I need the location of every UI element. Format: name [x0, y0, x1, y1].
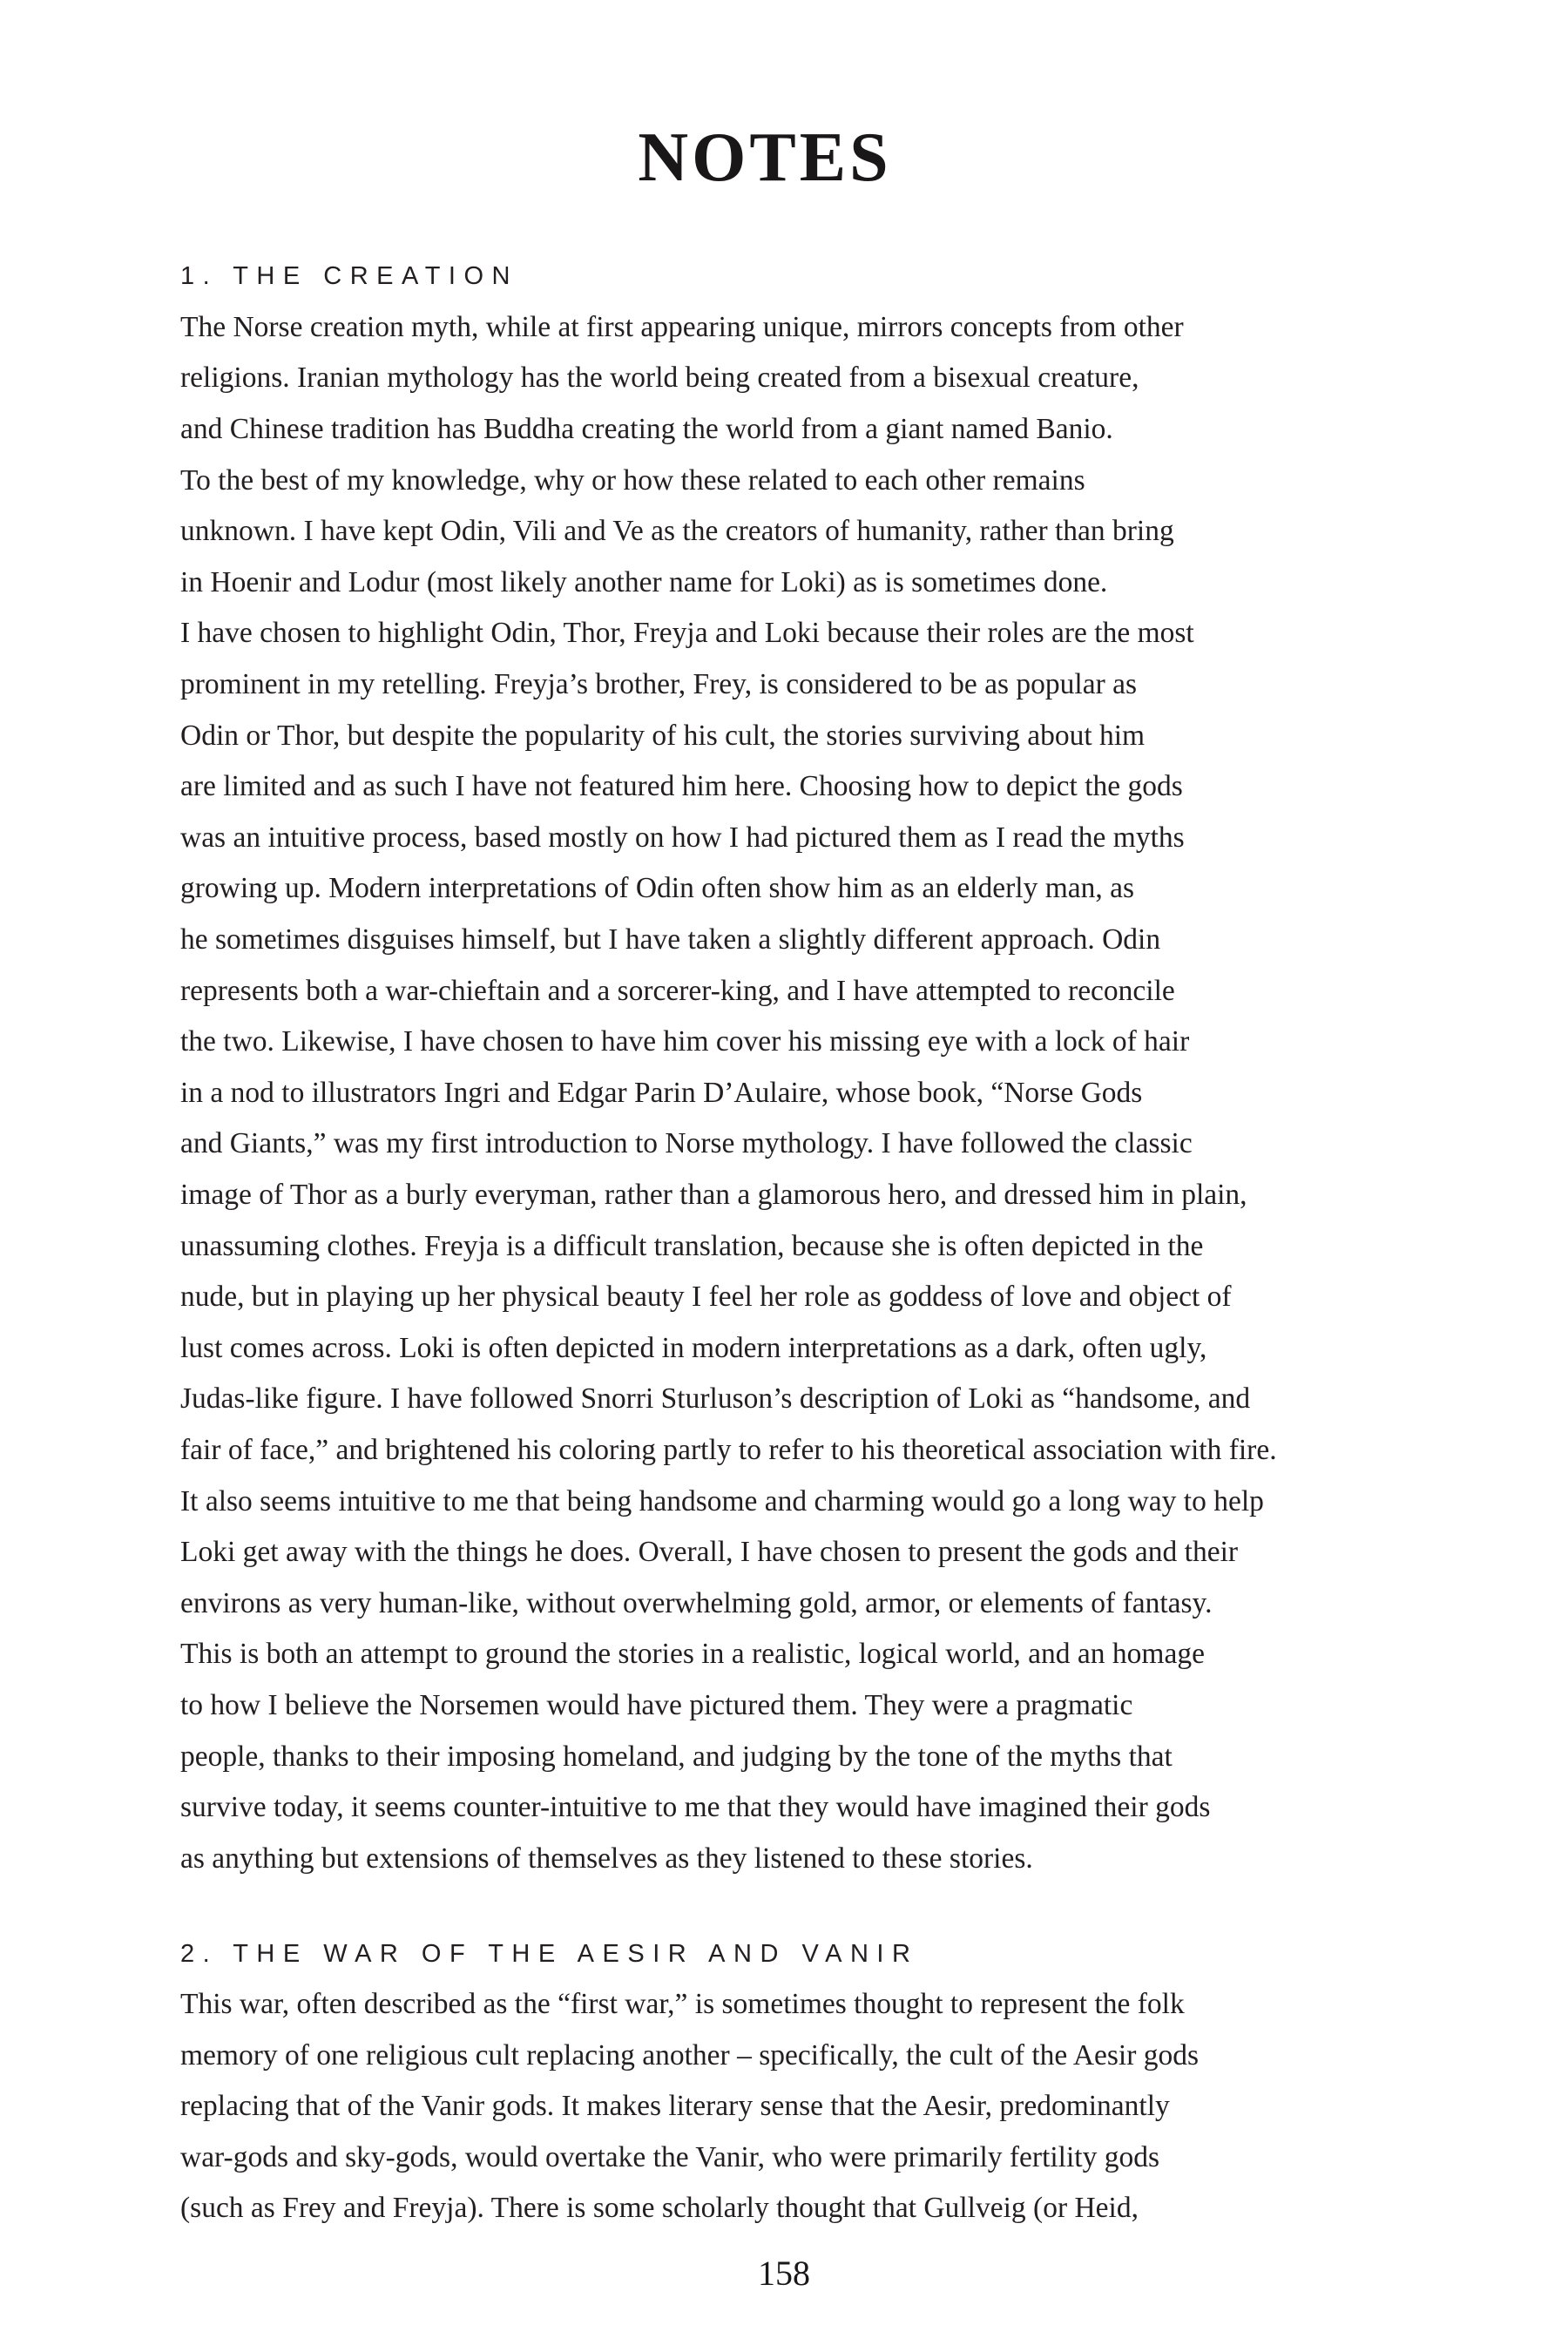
body-line: in a nod to illustrators Ingri and Edgar Parin D’Aulaire, whose book, “Norse Gods [180, 1077, 1143, 1109]
body-line: (such as Frey and Freyja). There is some scholarly thought that Gullveig (or Heid, [180, 2192, 1139, 2224]
body-line: Loki get away with the things he does. Overall, I have chosen to present the gods and their [180, 1536, 1239, 1568]
body-line: Odin or Thor, but despite the popularity of his cult, the stories surviving about him [180, 720, 1146, 752]
body-line: It also seems intuitive to me that being handsome and charming would go a long way to help [180, 1485, 1264, 1517]
body-line: memory of one religious cult replacing another – specifically, the cult of the Aesir gods [180, 2039, 1200, 2072]
body-line: growing up. Modern interpretations of Odin often show him as an elderly man, as [180, 872, 1135, 904]
body-line: environs as very human-like, without overwhelming gold, armor, or elements of fantasy. [180, 1587, 1213, 1619]
page-number: 158 [758, 2254, 810, 2293]
body-line: replacing that of the Vanir gods. It makes literary sense that the Aesir, predominantly [180, 2090, 1170, 2122]
body-line: as anything but extensions of themselves as they listened to these stories. [180, 1842, 1033, 1875]
body-line: The Norse creation myth, while at first appearing unique, mirrors concepts from other [180, 311, 1184, 343]
body-line: prominent in my retelling. Freyja’s brother, Frey, is considered to be as popular as [180, 668, 1138, 700]
body-line: and Chinese tradition has Buddha creating the world from a giant named Banio. [180, 413, 1113, 445]
body-line: nude, but in playing up her physical beauty I feel her role as goddess of love and object of [180, 1281, 1232, 1313]
body-line: To the best of my knowledge, why or how these related to each other remains [180, 464, 1085, 497]
section-heading-creation: 1. THE CREATION [180, 262, 518, 290]
page-title: NOTES [638, 119, 892, 196]
body-line: was an intuitive process, based mostly on how I had pictured them as I read the myths [180, 821, 1185, 854]
section-heading-war-aesir-vanir: 2. THE WAR OF THE AESIR AND VANIR [180, 1940, 919, 1968]
body-line: lust comes across. Loki is often depicted in modern interpretations as a dark, often ugly, [180, 1332, 1207, 1364]
body-line: he sometimes disguises himself, but I have taken a slightly different approach. Odin [180, 923, 1161, 956]
body-line: are limited and as such I have not featured him here. Choosing how to depict the gods [180, 770, 1183, 802]
body-line: I have chosen to highlight Odin, Thor, Freyja and Loki because their roles are the most [180, 617, 1194, 649]
body-line: fair of face,” and brightened his coloring partly to refer to his theoretical association with fire. [180, 1434, 1277, 1466]
body-line: This is both an attempt to ground the stories in a realistic, logical world, and an homage [180, 1638, 1205, 1670]
body-line: people, thanks to their imposing homeland, and judging by the tone of the myths that [180, 1740, 1173, 1773]
body-line: the two. Likewise, I have chosen to have him cover his missing eye with a lock of hair [180, 1025, 1190, 1058]
body-line: represents both a war-chieftain and a sorcerer-king, and I have attempted to reconcile [180, 975, 1175, 1007]
body-line: and Giants,” was my first introduction to Norse mythology. I have followed the classic [180, 1127, 1193, 1159]
body-line: This war, often described as the “first war,” is sometimes thought to represent the folk [180, 1988, 1185, 2020]
body-line: unknown. I have kept Odin, Vili and Ve as the creators of humanity, rather than bring [180, 515, 1174, 547]
body-line: unassuming clothes. Freyja is a difficult translation, because she is often depicted in the [180, 1230, 1204, 1262]
body-line: survive today, it seems counter-intuitive to me that they would have imagined their gods [180, 1791, 1211, 1823]
body-line: to how I believe the Norsemen would have pictured them. They were a pragmatic [180, 1689, 1133, 1721]
body-line: war-gods and sky-gods, would overtake the Vanir, who were primarily fertility gods [180, 2141, 1160, 2173]
body-line: Judas-like figure. I have followed Snorri Sturluson’s description of Loki as “handsome, and [180, 1382, 1251, 1415]
body-line: religions. Iranian mythology has the world being created from a bisexual creature, [180, 362, 1139, 394]
body-line: in Hoenir and Lodur (most likely another name for Loki) as is sometimes done. [180, 566, 1108, 598]
body-line: image of Thor as a burly everyman, rather than a glamorous hero, and dressed him in plain, [180, 1179, 1247, 1211]
